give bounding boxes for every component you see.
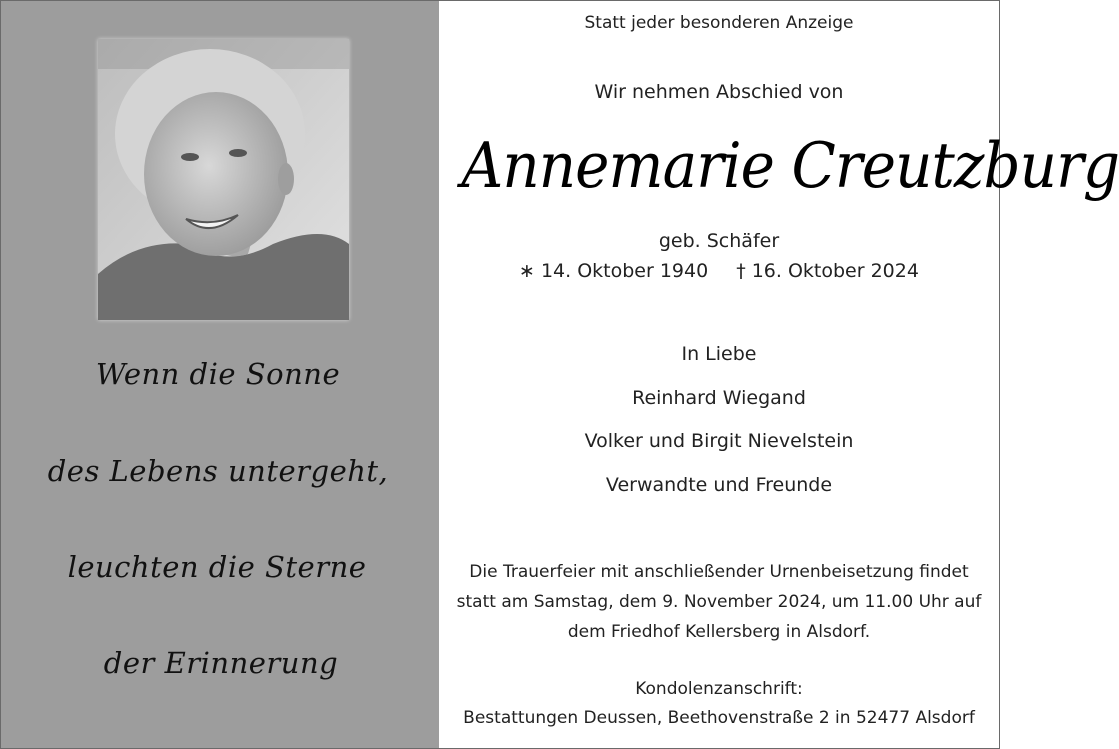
- death-date: 16. Oktober 2024: [751, 260, 919, 282]
- portrait-illustration: [98, 39, 349, 320]
- verse-line-3: leuchten die Sterne: [67, 550, 367, 584]
- condolence-address-text: Bestattungen Deussen, Beethovenstraße 2 in 52477 Alsdorf: [463, 708, 975, 728]
- notice-header: Statt jeder besonderen Anzeige: [584, 13, 854, 33]
- service-line: dem Friedhof Kellersberg in Alsdorf.: [567, 622, 871, 642]
- verse-line-1: Wenn die Sonne: [95, 357, 341, 391]
- birth-star-icon: ∗: [519, 260, 535, 282]
- notice-intro: Wir nehmen Abschied von: [594, 81, 844, 103]
- condolence-label: Kondolenzanschrift:: [635, 679, 803, 699]
- portrait-photo: [98, 39, 349, 320]
- mourners-heading: In Liebe: [681, 343, 757, 365]
- birth-date: 14. Oktober 1940: [540, 260, 709, 282]
- life-dates: [439, 260, 999, 282]
- birth-name: geb. Schäfer: [658, 230, 780, 252]
- funeral-service-info: [439, 557, 999, 647]
- right-panel: [439, 1, 1119, 748]
- condolence-address: [439, 675, 999, 733]
- mourner-name: Volker und Birgit Nievelstein: [584, 430, 854, 452]
- mourner-name: Verwandte und Freunde: [605, 474, 833, 496]
- deceased-name: Annemarie Creutzburg: [461, 129, 1119, 202]
- mourner-name: Reinhard Wiegand: [632, 387, 806, 409]
- left-panel: [1, 1, 439, 748]
- service-line: statt am Samstag, dem 9. November 2024, um 11.00 Uhr auf: [456, 592, 982, 612]
- verse-line-4: der Erinnerung: [103, 646, 339, 680]
- service-line: Die Trauerfeier mit anschließender Urnenbeisetzung findet: [469, 562, 969, 582]
- death-cross-icon: †: [736, 260, 746, 282]
- verse-line-2: des Lebens untergeht,: [47, 454, 389, 488]
